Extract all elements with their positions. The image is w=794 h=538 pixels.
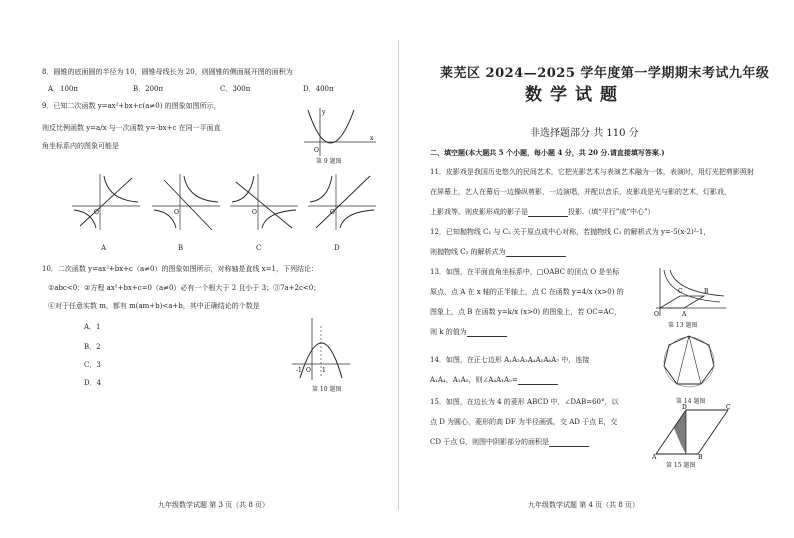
svg-text:O: O xyxy=(174,209,179,216)
question-9-line1: 9．已知二次函数 y=ax²+bx+c(a≠0) 的图象如图所示， xyxy=(42,102,221,110)
q13-line1: 13．如图，在平面直角坐标系中，□OABC 的顶点 O 是坐标 xyxy=(430,268,620,276)
q15-caption: 第 15 题图 xyxy=(666,462,696,469)
question-9-line3: 角坐标系内的图象可能是 xyxy=(42,142,119,150)
q12-line2: 则抛物线 C₂ 的解析式为 xyxy=(430,248,566,257)
q13-line3: 图象上，点 B 在函数 y=k/x (x>0) 的图象上，若 OC=AC， xyxy=(430,308,621,316)
q13-answer-blank[interactable] xyxy=(467,329,507,337)
q11-line1: 11．皮影戏是我国历史悠久的民间艺术，它把光影艺术与表演艺术融为一体，表演时，用灯光把剪影照射 xyxy=(430,168,754,176)
q8-option-a: A．100π xyxy=(48,85,79,93)
q8-option-b: B．200π xyxy=(133,85,164,93)
q10-parabola-figure xyxy=(290,316,352,382)
svg-text:O: O xyxy=(330,209,335,216)
q12-line1: 12．已知抛物线 C₁ 与 C₂ 关于原点成中心对称，若抛物线 C₁ 的解析式为 y=-5(x-2)²-1， xyxy=(430,228,711,236)
question-10-line1: 10．二次函数 y=ax²+bx+c（a≠0）的图象如图所示，对称轴是直线 x=1，下列结论： xyxy=(42,265,318,273)
q9-caption: 第 9 题图 xyxy=(316,158,342,165)
svg-text:B: B xyxy=(698,454,703,460)
svg-text:C: C xyxy=(678,288,683,295)
q13-line4: 则 k 的值为 xyxy=(430,328,507,337)
page-divider xyxy=(398,40,399,510)
q9-label-b: B xyxy=(178,244,184,252)
q11-line3: 上影戏等。则皮影形成的影子是 投影.（填“平行”或“中心”） xyxy=(430,208,655,216)
q9-option-b-graph xyxy=(150,172,222,232)
q8-option-c: C．300π xyxy=(220,85,251,93)
q14-heptagon-figure xyxy=(654,330,724,394)
svg-text:1: 1 xyxy=(322,367,326,374)
svg-text:D: D xyxy=(682,404,687,411)
question-9-line2: 则反比例函数 y=a/x 与一次函数 y=-bx+c 在同一平面直 xyxy=(42,124,221,132)
q9-option-d-graph xyxy=(306,172,378,232)
q9-label-c: C xyxy=(256,244,262,252)
question-10-line2: ①abc<0；②方程 ax²+bx+c=0（a≠0）必有一个根大于 2 且小于 3；③7a+2c<0； xyxy=(48,284,321,292)
q8-option-d: D．400π xyxy=(303,85,334,93)
q15-line2: 点 D 为圆心，菱形的高 DF 为半径画弧，交 AD 于点 E，交 xyxy=(430,418,618,426)
left-footer: 九年级数学试题 第 3 页（共 8 页） xyxy=(158,501,270,509)
q9-option-c-graph xyxy=(228,172,300,232)
q10-caption: 第 10 题图 xyxy=(312,386,342,393)
right-footer: 九年级数学试题 第 4 页（共 8 页） xyxy=(528,501,640,509)
svg-text:O: O xyxy=(654,311,659,318)
part-2-heading: 二、填空题(本大题共 5 个小题，每小题 4 分，共 20 分.请直接填写答案.) xyxy=(430,148,665,157)
q14-caption: 第 14 题图 xyxy=(676,398,706,405)
q9-label-a: A xyxy=(101,244,107,252)
svg-text:x: x xyxy=(370,135,374,142)
q11-line2: 在屏幕上，艺人在幕后一边操纵剪影，一边演唱，并配以音乐，皮影戏是光与影的艺术，灯影戏， xyxy=(430,188,731,196)
q14-line1: 14．如图，在正七边形 A₁A₂A₃A₄A₅A₆A₇ 中，连接 xyxy=(430,356,590,364)
exam-title: 莱芜区 2024—2025 学年度第一学期期末考试九年级 xyxy=(440,66,770,81)
q10-option-a: A．1 xyxy=(84,323,101,331)
q13-figure xyxy=(650,266,730,318)
exam-subject: 数学试题 xyxy=(525,85,625,105)
q15-rhombus-figure xyxy=(652,404,734,460)
q13-line2: 原点，点 A 在 x 轴的正半轴上，点 C 在函数 y=4/x (x>0) 的 xyxy=(430,288,624,296)
svg-text:O: O xyxy=(314,147,319,154)
q9-label-d: D xyxy=(334,244,340,252)
svg-text:A: A xyxy=(682,311,687,318)
svg-text:O: O xyxy=(252,209,257,216)
q9-parabola-figure xyxy=(300,106,378,162)
question-10-line3: ④对于任意实数 m，都有 m(am+b)<a+b，其中正确结论的个数是 xyxy=(48,302,260,310)
svg-text:A: A xyxy=(652,454,657,460)
q9-option-a-graph xyxy=(70,172,142,232)
q13-caption: 第 13 题图 xyxy=(668,322,698,329)
q15-answer-blank[interactable] xyxy=(549,439,589,447)
section-heading: 非选择题部分 共 110 分 xyxy=(530,128,639,139)
svg-text:y: y xyxy=(322,109,326,116)
svg-text:C: C xyxy=(726,404,731,411)
q14-answer-blank[interactable] xyxy=(518,377,558,385)
svg-text:O: O xyxy=(94,209,99,216)
q11-answer-blank[interactable] xyxy=(528,209,568,217)
q15-line1: 15．如图，在边长为 4 的菱形 ABCD 中，∠DAB=60°，以 xyxy=(430,398,619,406)
q12-answer-blank[interactable] xyxy=(506,249,566,257)
svg-text:O: O xyxy=(306,367,311,374)
q10-option-d: D．4 xyxy=(84,379,102,387)
svg-text:B: B xyxy=(704,288,709,295)
q10-option-c: C．3 xyxy=(84,361,101,369)
q14-line2: A₁A₄，A₁A₅，则∠A₄A₁A₅= xyxy=(430,376,558,385)
q10-option-b: B．2 xyxy=(84,343,101,351)
question-8: 8．圆锥的底面圆的半径为 10，圆锥母线长为 20，则圆锥的侧面展开图的面积为 xyxy=(42,68,293,76)
svg-text:-1: -1 xyxy=(296,367,302,374)
q15-line3: CD 于点 G，则图中阴影部分的面积是 xyxy=(430,438,589,447)
